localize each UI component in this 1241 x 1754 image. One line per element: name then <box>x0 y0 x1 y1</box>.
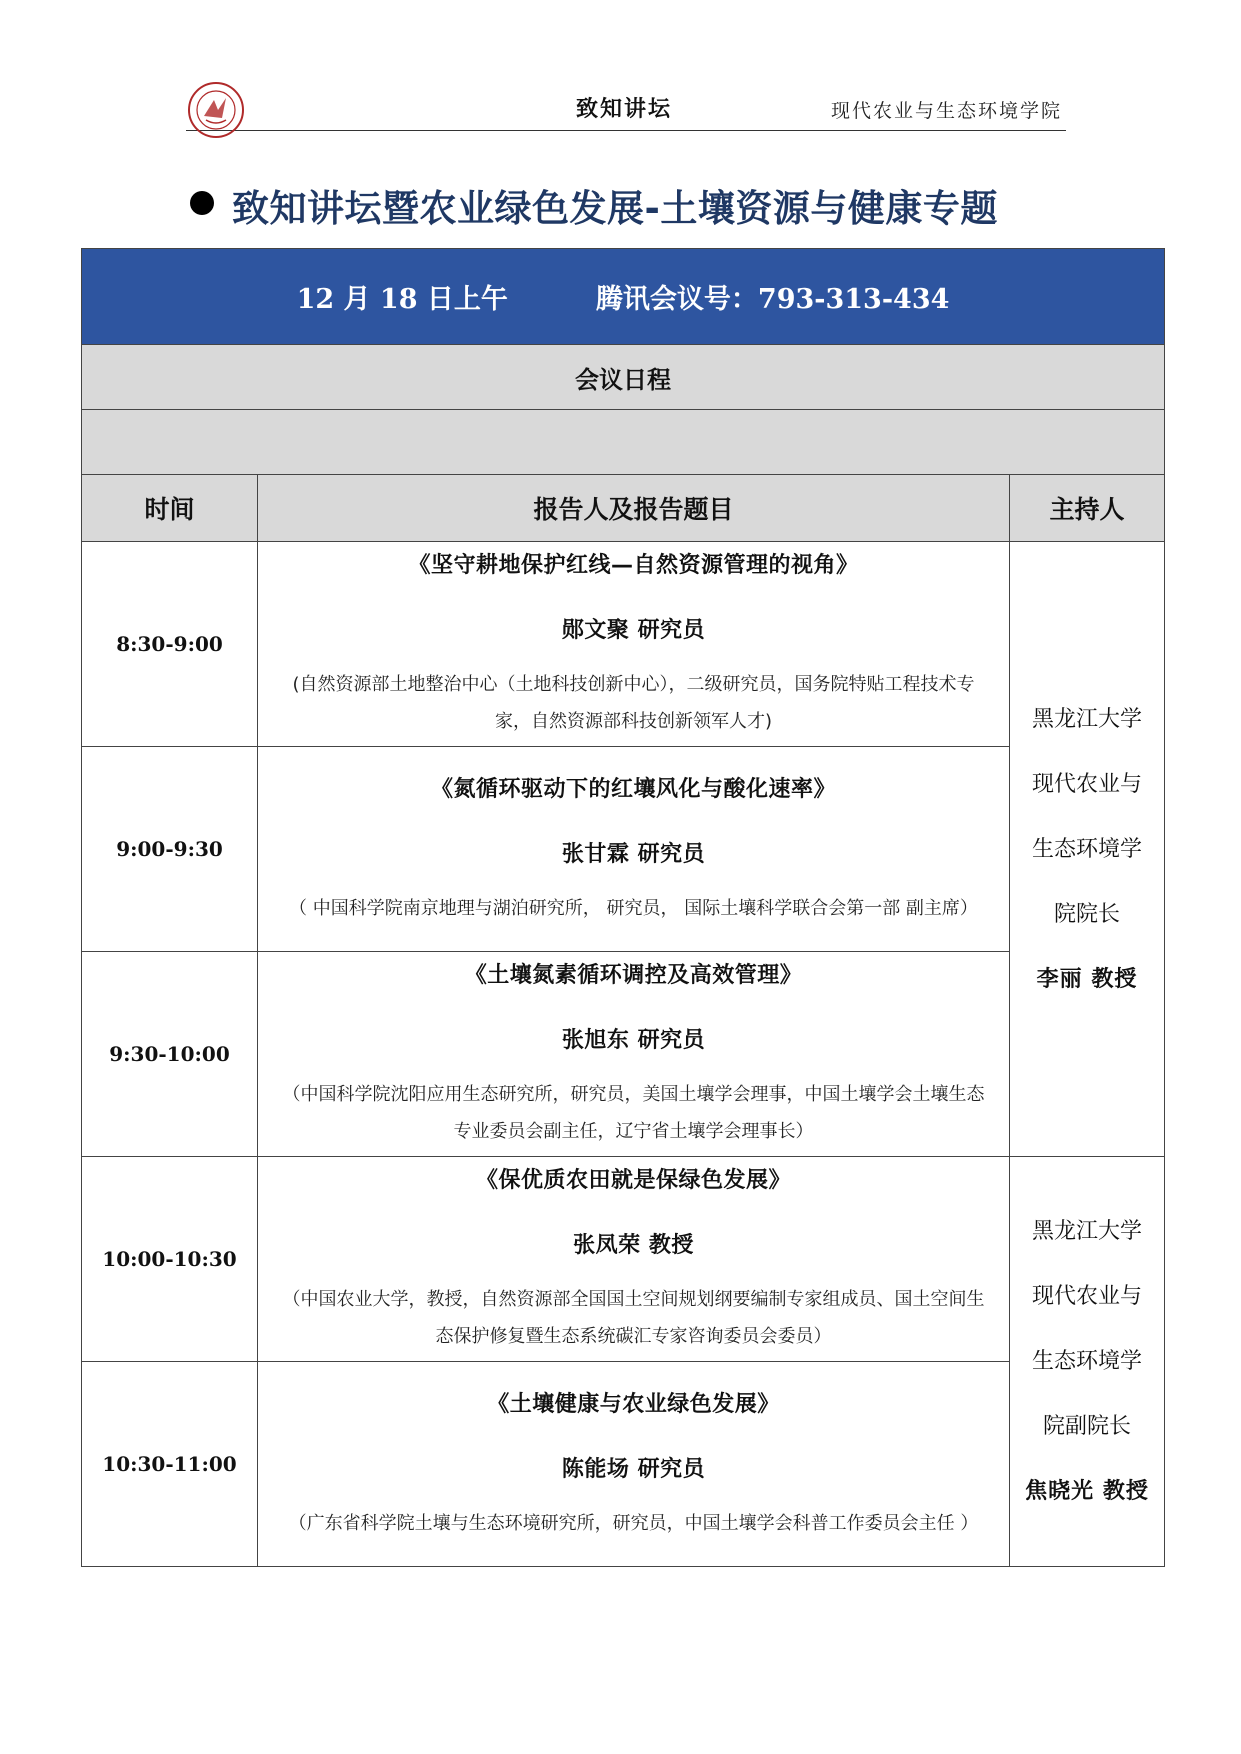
talk-speaker: 张甘霖 研究员 <box>561 841 706 867</box>
talk-title: 《土壤健康与农业绿色发展》 <box>487 1391 780 1417</box>
table-row <box>82 1362 1165 1567</box>
host-name: 李丽 教授 <box>1036 966 1138 992</box>
session-talk <box>258 1157 1010 1362</box>
column-header-time: 时间 <box>82 475 258 542</box>
host-line: 院副院长 <box>1042 1414 1131 1439</box>
section-title: 致知讲坛暨农业绿色发展-土壤资源与健康专题 <box>232 187 998 230</box>
session-talk <box>258 1362 1010 1567</box>
host-line: 生态环境学 <box>1031 1349 1142 1374</box>
column-header-row <box>82 475 1165 542</box>
table-row <box>82 1157 1165 1362</box>
talk-affiliation: （ 中国科学院南京地理与湖泊研究所， 研究员， 国际土壤科学联合会第一部 副主席） <box>289 897 978 919</box>
host-line: 院院长 <box>1053 901 1120 927</box>
talk-affiliation: （中国农业大学，教授，自然资源部全国国土空间规划纲要编制专家组成员、国土空间生态保护修复暨生态系统碳汇专家咨询委员会委员） <box>282 1289 985 1347</box>
host-line: 黑龙江大学 <box>1031 706 1142 732</box>
agenda-label: 会议日程 <box>82 345 1165 410</box>
host-line: 黑龙江大学 <box>1031 1219 1142 1244</box>
header-title: 致知讲坛 <box>576 96 673 122</box>
session-time: 9:00-9:30 <box>82 747 258 952</box>
header-college: 现代农业与生态环境学院 <box>830 100 1062 122</box>
host-line: 现代农业与 <box>1031 1284 1142 1309</box>
table-row <box>82 747 1165 952</box>
talk-speaker: 张凤荣 教授 <box>573 1233 694 1258</box>
table-row <box>82 542 1165 747</box>
session-time: 10:30-11:00 <box>82 1362 258 1567</box>
meeting-date: 12 月 18 日上午 <box>296 284 508 315</box>
talk-title: 《氮循环驱动下的红壤风化与酸化速率》 <box>430 776 836 802</box>
talk-affiliation: （中国科学院沈阳应用生态研究所，研究员，美国土壤学会理事，中国土壤学会土壤生态专业委员会副主任，辽宁省土壤学会理事长） <box>282 1084 985 1142</box>
meeting-id: 腾讯会议号：793-313-434 <box>595 284 950 315</box>
empty-row <box>82 410 1165 475</box>
column-header-speaker: 报告人及报告题目 <box>258 475 1010 542</box>
talk-speaker: 郧文聚 研究员 <box>561 618 706 643</box>
session-time: 8:30-9:00 <box>82 542 258 747</box>
talk-title: 《保优质农田就是保绿色发展》 <box>475 1168 791 1193</box>
meeting-banner <box>82 249 1165 345</box>
university-seal-icon <box>186 80 246 140</box>
host-line: 现代农业与 <box>1031 771 1142 797</box>
talk-title: 《坚守耕地保护红线—自然资源管理的视角》 <box>408 553 859 578</box>
host-cell <box>1010 542 1165 1157</box>
talk-speaker: 陈能场 研究员 <box>561 1456 706 1482</box>
bullet-dot-icon <box>190 191 214 215</box>
page-header <box>186 70 1066 131</box>
talk-title: 《土壤氮素循环调控及高效管理》 <box>464 963 803 988</box>
host-line: 生态环境学 <box>1031 836 1142 862</box>
host-cell <box>1010 1157 1165 1567</box>
table-row <box>82 952 1165 1157</box>
talk-affiliation: (自然资源部土地整治中心（土地科技创新中心），二级研究员，国务院特贴工程技术专家，自然资源部科技创新领军人才) <box>292 674 975 732</box>
host-name: 焦晓光 教授 <box>1025 1479 1149 1504</box>
talk-speaker: 张旭东 研究员 <box>561 1028 706 1053</box>
session-talk <box>258 542 1010 747</box>
session-talk <box>258 952 1010 1157</box>
section-heading <box>190 174 1070 234</box>
session-time: 9:30-10:00 <box>82 952 258 1157</box>
schedule-table <box>81 248 1164 1567</box>
session-time: 10:00-10:30 <box>82 1157 258 1362</box>
session-talk <box>258 747 1010 952</box>
column-header-host: 主持人 <box>1010 475 1165 542</box>
talk-affiliation: （广东省科学院土壤与生态环境研究所，研究员，中国土壤学会科普工作委员会主任 ） <box>288 1512 979 1534</box>
